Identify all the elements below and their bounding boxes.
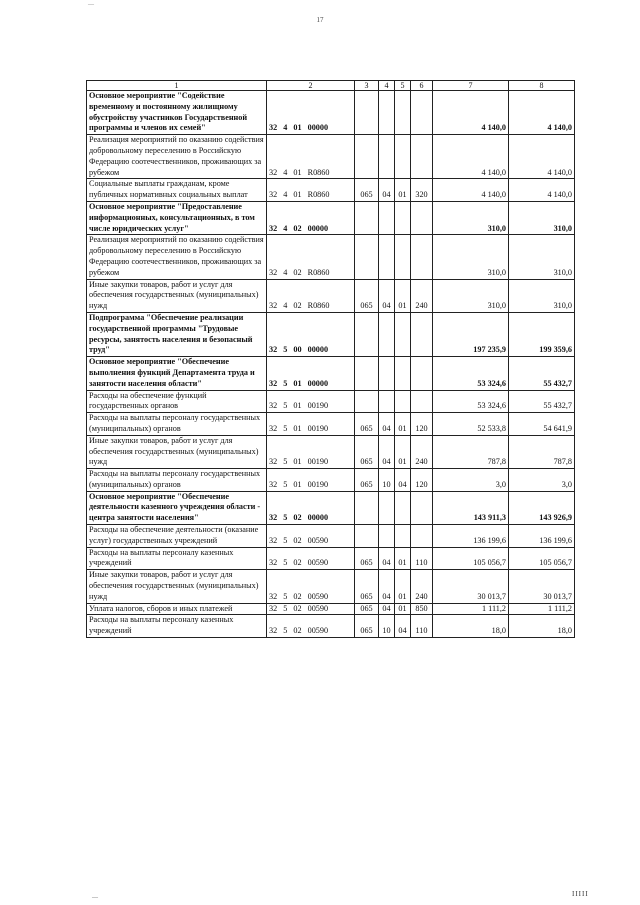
expense-type-code [411, 491, 433, 524]
department-code [355, 135, 379, 179]
subsection-code [395, 91, 411, 135]
column-number-row [87, 81, 575, 91]
row-name: Уплата налогов, сборов и иных платежей [87, 603, 267, 615]
footer-mark-left: — [92, 895, 98, 901]
amount-year-1: 310,0 [433, 235, 509, 279]
section-code: 10 [379, 615, 395, 638]
section-code: 04 [379, 179, 395, 202]
amount-year-2: 4 140,0 [509, 135, 575, 179]
column-number: 4 [379, 81, 395, 91]
subsection-code [395, 235, 411, 279]
column-number: 7 [433, 81, 509, 91]
table-row [87, 135, 575, 179]
expense-type-code [411, 525, 433, 548]
department-code: 065 [355, 279, 379, 312]
department-code [355, 235, 379, 279]
table-row [87, 279, 575, 312]
expense-type-code: 110 [411, 547, 433, 570]
budget-classification-code: 32 4 01 R0860 [267, 179, 355, 202]
row-name: Основное мероприятие "Содействие временному и постоянному жилищному обустройству участников Государственной программы и членов их семей" [87, 91, 267, 135]
expense-type-code: 110 [411, 615, 433, 638]
amount-year-1: 1 111,2 [433, 603, 509, 615]
amount-year-2: 55 432,7 [509, 357, 575, 390]
budget-classification-code: 32 5 01 00190 [267, 390, 355, 413]
section-code [379, 135, 395, 179]
column-number: 5 [395, 81, 411, 91]
subsection-code: 04 [395, 469, 411, 492]
row-name: Основное мероприятие "Предоставление информационных, консультационных, в том числе юридических услуг" [87, 201, 267, 234]
row-name: Иные закупки товаров, работ и услуг для обеспечения государственных (муниципальных) нужд [87, 570, 267, 603]
amount-year-2: 787,8 [509, 435, 575, 468]
amount-year-1: 310,0 [433, 201, 509, 234]
amount-year-2: 105 056,7 [509, 547, 575, 570]
subsection-code: 01 [395, 547, 411, 570]
row-name: Расходы на выплаты персоналу государственных (муниципальных) органов [87, 469, 267, 492]
amount-year-2: 199 359,6 [509, 312, 575, 356]
budget-classification-code: 32 5 02 00590 [267, 615, 355, 638]
budget-classification-code: 32 4 01 R0860 [267, 135, 355, 179]
row-name: Подпрограмма "Обеспечение реализации государственной программы "Трудовые ресурсы, занятость населения и безопасный труд" [87, 312, 267, 356]
subsection-code [395, 357, 411, 390]
subsection-code: 01 [395, 413, 411, 436]
table-row [87, 413, 575, 436]
table-row [87, 525, 575, 548]
budget-classification-code: 32 4 02 R0860 [267, 235, 355, 279]
section-code: 04 [379, 570, 395, 603]
section-code [379, 312, 395, 356]
section-code [379, 357, 395, 390]
budget-classification-code: 32 5 02 00590 [267, 525, 355, 548]
section-code: 10 [379, 469, 395, 492]
department-code: 065 [355, 603, 379, 615]
amount-year-2: 55 432,7 [509, 390, 575, 413]
subsection-code [395, 390, 411, 413]
row-name: Иные закупки товаров, работ и услуг для обеспечения государственных (муниципальных) нужд [87, 435, 267, 468]
table-row [87, 603, 575, 615]
row-name: Основное мероприятие "Обеспечение деятельности казенного учреждения области - центра занятости населения" [87, 491, 267, 524]
column-number: 6 [411, 81, 433, 91]
row-name: Основное мероприятие "Обеспечение выполнения функций Департамента труда и занятости населения области" [87, 357, 267, 390]
table-row [87, 357, 575, 390]
table-row [87, 570, 575, 603]
expense-type-code [411, 312, 433, 356]
department-code: 065 [355, 179, 379, 202]
subsection-code: 01 [395, 570, 411, 603]
budget-classification-code: 32 5 01 00190 [267, 469, 355, 492]
subsection-code: 01 [395, 279, 411, 312]
table-row [87, 312, 575, 356]
amount-year-1: 30 013,7 [433, 570, 509, 603]
section-code [379, 201, 395, 234]
amount-year-2: 136 199,6 [509, 525, 575, 548]
subsection-code: 01 [395, 435, 411, 468]
budget-classification-code: 32 5 01 00190 [267, 413, 355, 436]
table-row [87, 435, 575, 468]
subsection-code: 01 [395, 603, 411, 615]
amount-year-1: 53 324,6 [433, 390, 509, 413]
department-code [355, 201, 379, 234]
department-code: 065 [355, 547, 379, 570]
department-code [355, 390, 379, 413]
amount-year-2: 143 926,9 [509, 491, 575, 524]
row-name: Иные закупки товаров, работ и услуг для обеспечения государственных (муниципальных) нужд [87, 279, 267, 312]
amount-year-2: 310,0 [509, 235, 575, 279]
subsection-code: 01 [395, 179, 411, 202]
table-row [87, 390, 575, 413]
column-number: 8 [509, 81, 575, 91]
amount-year-1: 197 235,9 [433, 312, 509, 356]
amount-year-1: 52 533,8 [433, 413, 509, 436]
table-row [87, 469, 575, 492]
amount-year-2: 54 641,9 [509, 413, 575, 436]
table-row [87, 179, 575, 202]
section-code: 04 [379, 413, 395, 436]
expense-type-code: 240 [411, 279, 433, 312]
budget-classification-code: 32 5 02 00590 [267, 603, 355, 615]
amount-year-1: 143 911,3 [433, 491, 509, 524]
amount-year-1: 787,8 [433, 435, 509, 468]
subsection-code [395, 491, 411, 524]
section-code: 04 [379, 279, 395, 312]
amount-year-2: 18,0 [509, 615, 575, 638]
row-name: Расходы на обеспечение функций государственных органов [87, 390, 267, 413]
section-code: 04 [379, 547, 395, 570]
amount-year-2: 310,0 [509, 201, 575, 234]
department-code: 065 [355, 469, 379, 492]
amount-year-2: 4 140,0 [509, 91, 575, 135]
amount-year-2: 30 013,7 [509, 570, 575, 603]
budget-classification-code: 32 5 01 00000 [267, 357, 355, 390]
table-row [87, 235, 575, 279]
expense-type-code [411, 91, 433, 135]
budget-classification-code: 32 5 02 00590 [267, 547, 355, 570]
amount-year-2: 1 111,2 [509, 603, 575, 615]
subsection-code: 04 [395, 615, 411, 638]
table-row [87, 547, 575, 570]
row-name: Расходы на выплаты персоналу казенных учреждений [87, 615, 267, 638]
amount-year-2: 3,0 [509, 469, 575, 492]
row-name: Расходы на выплаты персоналу казенных учреждений [87, 547, 267, 570]
expense-type-code: 240 [411, 570, 433, 603]
department-code: 065 [355, 570, 379, 603]
subsection-code [395, 525, 411, 548]
expense-type-code: 320 [411, 179, 433, 202]
amount-year-1: 4 140,0 [433, 135, 509, 179]
expense-type-code: 120 [411, 469, 433, 492]
section-code: 04 [379, 603, 395, 615]
section-code [379, 390, 395, 413]
department-code: 065 [355, 413, 379, 436]
column-number: 3 [355, 81, 379, 91]
expense-type-code [411, 135, 433, 179]
department-code [355, 525, 379, 548]
footer-barcode: IIIII [572, 890, 589, 898]
section-code [379, 91, 395, 135]
column-number: 1 [87, 81, 267, 91]
row-name: Расходы на выплаты персоналу государственных (муниципальных) органов [87, 413, 267, 436]
department-code [355, 312, 379, 356]
department-code [355, 491, 379, 524]
row-name: Расходы на обеспечение деятельности (оказание услуг) государственных учреждений [87, 525, 267, 548]
expense-type-code [411, 235, 433, 279]
table-row [87, 201, 575, 234]
amount-year-1: 3,0 [433, 469, 509, 492]
expense-type-code [411, 357, 433, 390]
page-number: 17 [316, 16, 324, 24]
amount-year-1: 18,0 [433, 615, 509, 638]
amount-year-2: 310,0 [509, 279, 575, 312]
amount-year-2: 4 140,0 [509, 179, 575, 202]
budget-table [86, 80, 575, 638]
amount-year-1: 4 140,0 [433, 179, 509, 202]
expense-type-code: 120 [411, 413, 433, 436]
subsection-code [395, 201, 411, 234]
expense-type-code [411, 390, 433, 413]
department-code [355, 357, 379, 390]
budget-classification-code: 32 5 02 00590 [267, 570, 355, 603]
table-row [87, 615, 575, 638]
budget-classification-code: 32 4 02 R0860 [267, 279, 355, 312]
table-row [87, 91, 575, 135]
budget-classification-code: 32 5 02 00000 [267, 491, 355, 524]
section-code [379, 235, 395, 279]
section-code: 04 [379, 435, 395, 468]
section-code [379, 491, 395, 524]
section-code [379, 525, 395, 548]
column-number: 2 [267, 81, 355, 91]
budget-classification-code: 32 4 01 00000 [267, 91, 355, 135]
row-name: Социальные выплаты гражданам, кроме публичных нормативных социальных выплат [87, 179, 267, 202]
budget-classification-code: 32 4 02 00000 [267, 201, 355, 234]
row-name: Реализация мероприятий по оказанию содействия добровольному переселению в Российскую Федерацию соотечественников, проживающих за рубежом [87, 235, 267, 279]
budget-classification-code: 32 5 01 00190 [267, 435, 355, 468]
amount-year-1: 136 199,6 [433, 525, 509, 548]
row-name: Реализация мероприятий по оказанию содействия добровольному переселению в Российскую Федерацию соотечественников, проживающих за рубежом [87, 135, 267, 179]
expense-type-code [411, 201, 433, 234]
budget-classification-code: 32 5 00 00000 [267, 312, 355, 356]
amount-year-1: 53 324,6 [433, 357, 509, 390]
amount-year-1: 105 056,7 [433, 547, 509, 570]
amount-year-1: 310,0 [433, 279, 509, 312]
table-row [87, 491, 575, 524]
expense-type-code: 240 [411, 435, 433, 468]
subsection-code [395, 312, 411, 356]
department-code: 065 [355, 435, 379, 468]
subsection-code [395, 135, 411, 179]
department-code: 065 [355, 615, 379, 638]
expense-type-code: 850 [411, 603, 433, 615]
corner-mark: — [88, 2, 94, 8]
amount-year-1: 4 140,0 [433, 91, 509, 135]
department-code [355, 91, 379, 135]
